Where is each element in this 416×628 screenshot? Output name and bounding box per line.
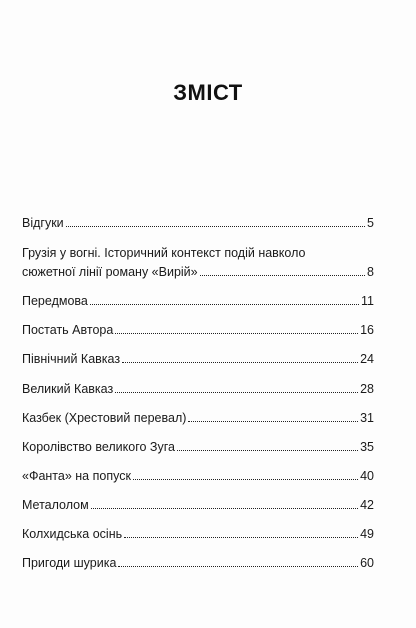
- dot-leader: [91, 508, 358, 509]
- dot-leader: [115, 392, 358, 393]
- toc-entry-pryhody-shuryka[interactable]: [22, 556, 374, 571]
- toc-entry-kolkhidska-osin[interactable]: [22, 527, 374, 542]
- toc-entry-label: «Фанта» на попуск: [22, 469, 131, 483]
- toc-entry-label: Північний Кавказ: [22, 352, 121, 366]
- toc-entry-label-line1: Грузія у вогні. Історичний контекст подій навколо: [22, 246, 306, 260]
- toc-entry-velykyi-kavkaz[interactable]: [22, 382, 374, 397]
- toc-entry-label: Королівство великого Зуга: [22, 440, 175, 454]
- toc-entry-label: Передмова: [22, 294, 88, 308]
- toc-entry-page: 11: [361, 294, 374, 308]
- toc-entry-page: 49: [360, 527, 374, 541]
- toc-entry-page: 42: [360, 498, 374, 512]
- toc-entry-page: 5: [367, 216, 374, 230]
- toc-entry-label: сюжетної лінії роману «Вирій»: [22, 265, 198, 279]
- dot-leader: [124, 537, 358, 538]
- toc-entry-gruziya[interactable]: [22, 246, 374, 280]
- toc-entry-pivnichnyi-kavkaz[interactable]: [22, 352, 374, 367]
- toc-entry-label: Колхидська осінь: [22, 527, 123, 541]
- toc-entry-page: 35: [360, 440, 374, 454]
- dot-leader: [188, 421, 358, 422]
- dot-leader: [90, 304, 359, 305]
- toc-entry-label: Відгуки: [22, 216, 64, 230]
- toc-entry-label: Постать Автора: [22, 323, 114, 337]
- toc-entry-page: 16: [360, 323, 374, 337]
- page-title: ЗМІСТ: [173, 80, 243, 105]
- toc-entry-page: 8: [367, 265, 374, 279]
- toc-entry-label: Казбек (Хрестовий перевал): [22, 411, 187, 425]
- toc-entry-metalolom[interactable]: [22, 498, 374, 513]
- dot-leader: [177, 450, 358, 451]
- toc-entry-vidguky[interactable]: [22, 216, 374, 231]
- dot-leader: [66, 226, 365, 227]
- toc-entry-label: Металолом: [22, 498, 89, 512]
- toc-entry-label: Великий Кавказ: [22, 382, 114, 396]
- dot-leader: [115, 333, 358, 334]
- toc-entry-peredmova[interactable]: [22, 294, 374, 309]
- toc-entry-page: 28: [360, 382, 374, 396]
- dot-leader: [122, 362, 358, 363]
- dot-leader: [200, 275, 365, 276]
- toc-entry-korolivstvo[interactable]: [22, 440, 374, 455]
- toc-entry-kazbek[interactable]: [22, 411, 374, 426]
- toc-entry-fanta[interactable]: [22, 469, 374, 484]
- toc-entry-postat-avtora[interactable]: [22, 323, 374, 338]
- dot-leader: [118, 566, 358, 567]
- toc-entry-page: 40: [360, 469, 374, 483]
- toc-entry-page: 24: [360, 352, 374, 366]
- dot-leader: [133, 479, 358, 480]
- toc-entry-page: 31: [360, 411, 374, 425]
- toc-entry-label: Пригоди шурика: [22, 556, 117, 570]
- toc-entry-page: 60: [360, 556, 374, 570]
